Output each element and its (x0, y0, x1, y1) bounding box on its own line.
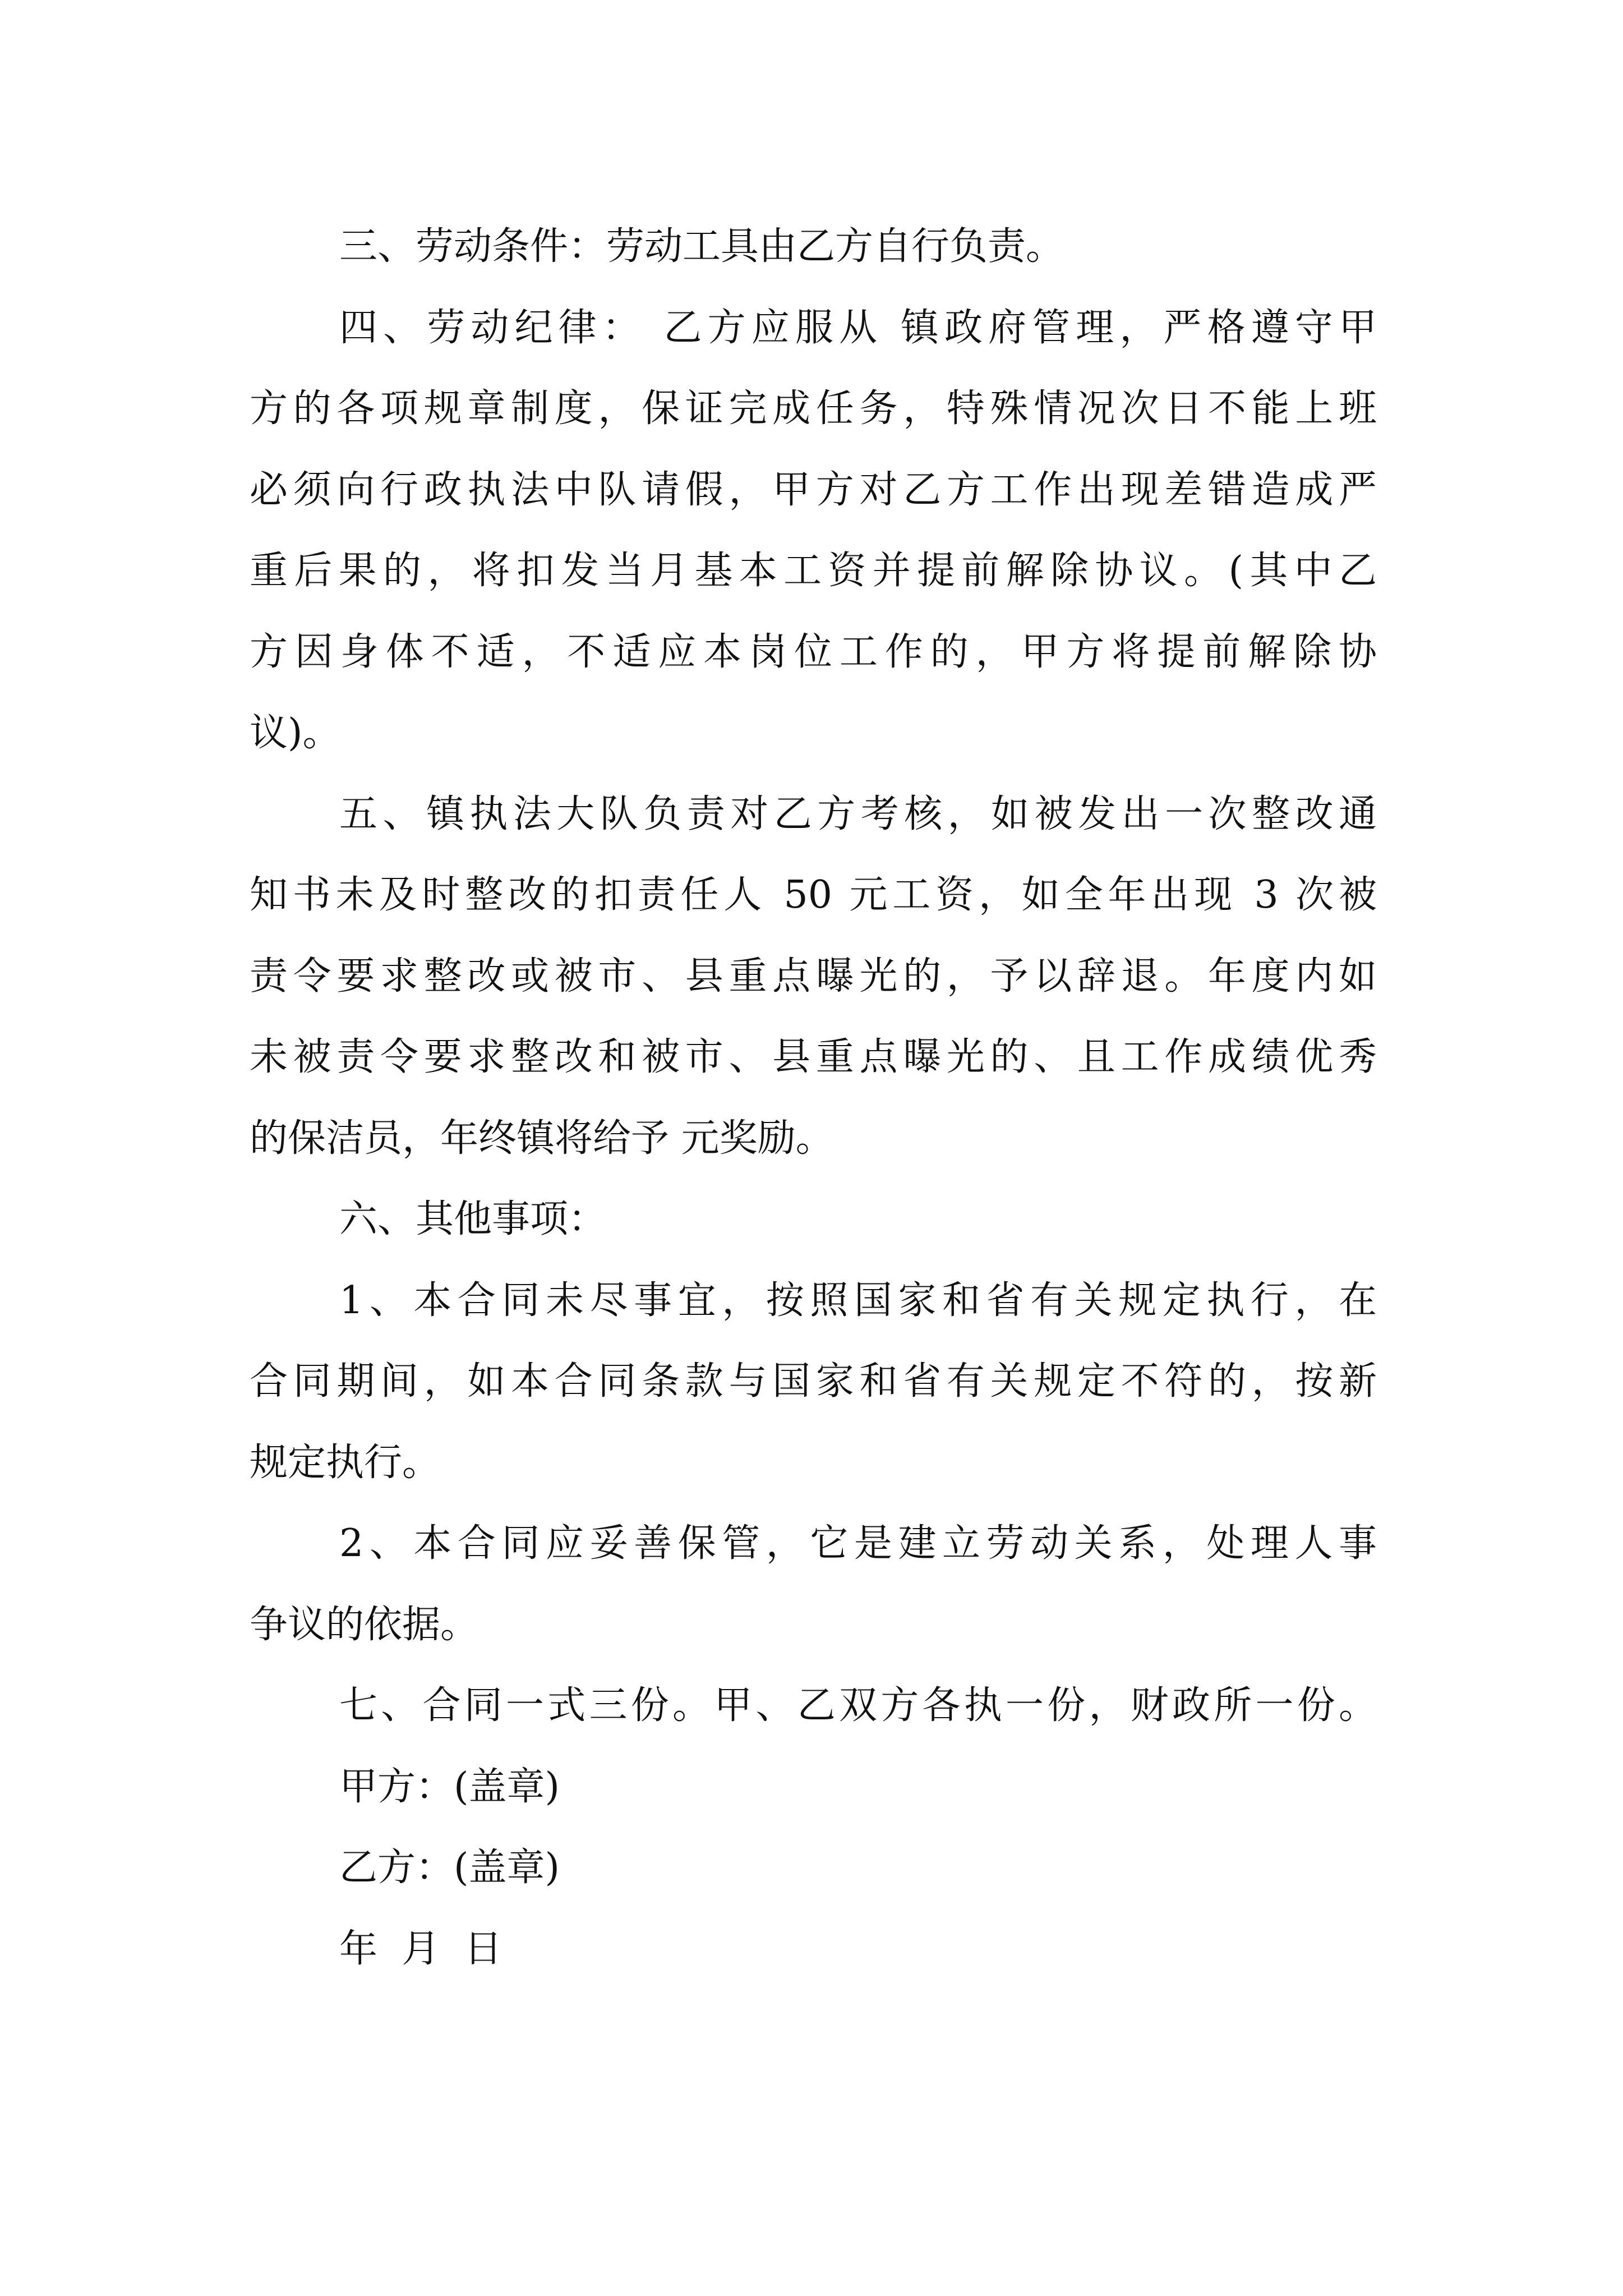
text-line: 七、合同一式三份。甲、乙双方各执一份，财政所一份。 (339, 1683, 1377, 1728)
text-line: 争议的依据。 (250, 1602, 479, 1647)
text-line: 责令要求整改或被市、县重点曝光的，予以辞退。年度内如 (250, 954, 1377, 999)
text-line: 重后果的，将扣发当月基本工资并提前解除协议。(其中乙 (250, 549, 1377, 593)
text-line: 年 月 日 (339, 1926, 502, 1971)
contract-body (250, 206, 1377, 1990)
text-line: 2、本合同应妥善保管，它是建立劳动关系，处理人事 (339, 1521, 1377, 1566)
text-line: 乙方：(盖章) (339, 1846, 560, 1890)
text-line: 方的各项规章制度，保证完成任务，特殊情况次日不能上班 (250, 386, 1377, 431)
text-line: 未被责令要求整改和被市、县重点曝光的、且工作成绩优秀 (250, 1035, 1377, 1079)
text-line: 规定执行。 (250, 1440, 441, 1485)
text-line: 1、本合同未尽事宜，按照国家和省有关规定执行，在 (339, 1278, 1377, 1323)
text-line: 六、其他事项： (339, 1197, 607, 1241)
text-line: 三、劳动条件：劳动工具由乙方自行负责。 (339, 224, 1064, 269)
text-line: 五、镇执法大队负责对乙方考核，如被发出一次整改通 (339, 792, 1377, 836)
text-line: 四、劳动纪律： 乙方应服从 镇政府管理，严格遵守甲 (339, 305, 1377, 350)
text-line: 合同期间，如本合同条款与国家和省有关规定不符的，按新 (250, 1359, 1377, 1404)
text-line: 甲方：(盖章) (339, 1764, 560, 1809)
text-line: 知书未及时整改的扣责任人 50 元工资，如全年出现 3 次被 (250, 873, 1377, 917)
text-line: 议)。 (250, 711, 341, 755)
text-line: 必须向行政执法中队请假，甲方对乙方工作出现差错造成严 (250, 467, 1377, 512)
text-line: 方因身体不适，不适应本岗位工作的，甲方将提前解除协 (250, 629, 1377, 674)
text-line: 的保洁员，年终镇将给予 元奖励。 (250, 1116, 834, 1161)
